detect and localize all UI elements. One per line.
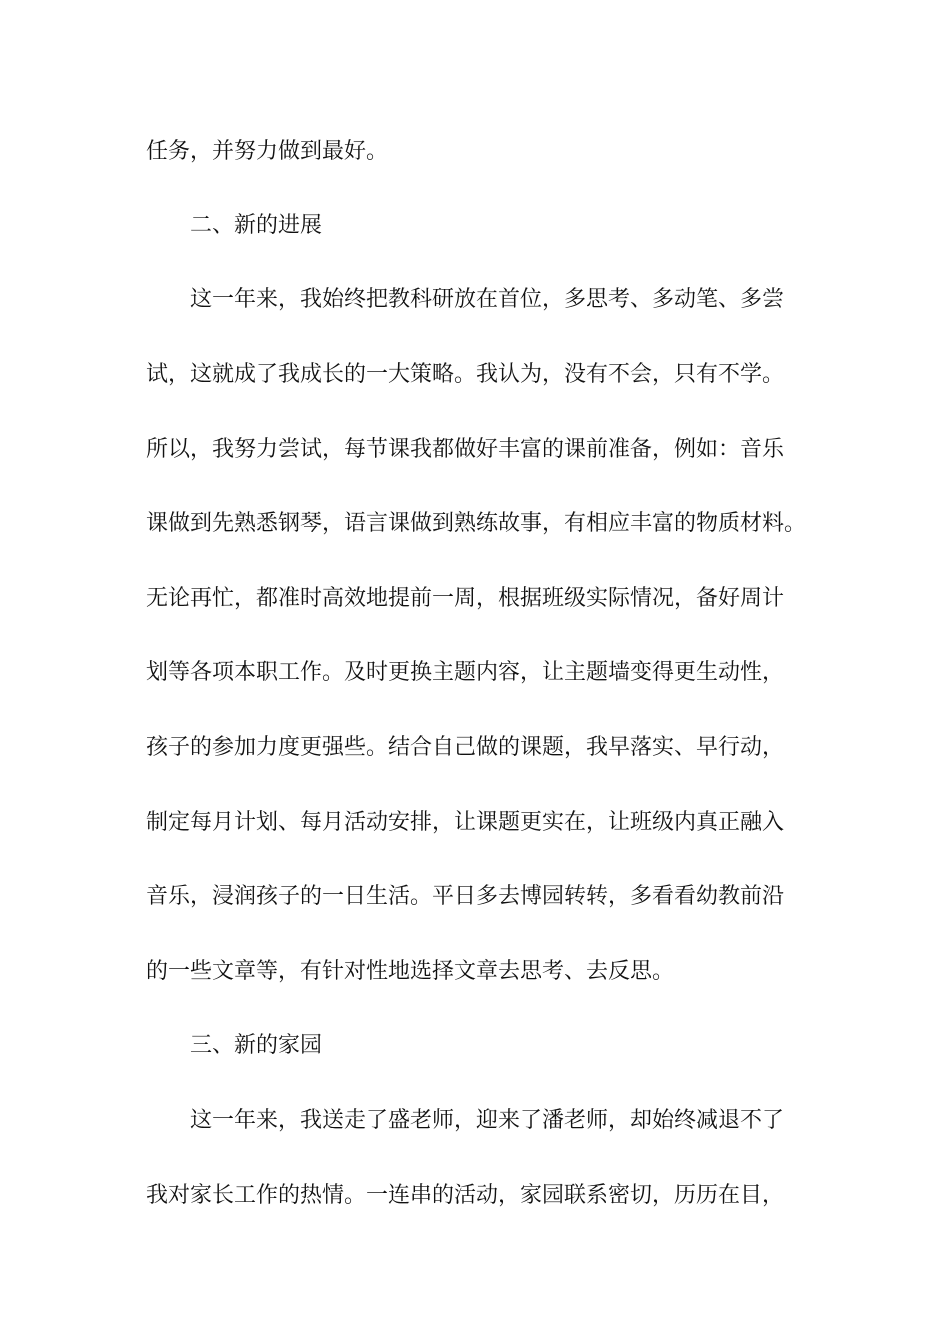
text-line-3: 这一年来，我始终把教科研放在首位，多思考、多动笔、多尝 xyxy=(190,287,785,312)
text-line-14: 这一年来，我送走了盛老师，迎来了潘老师，却始终减退不了 xyxy=(190,1108,785,1133)
text-line-11: 音乐，浸润孩子的一日生活。平日多去博园转转，多看看幼教前沿 xyxy=(146,884,785,909)
text-line-6: 课做到先熟悉钢琴，语言课做到熟练故事，有相应丰富的物质材料。 xyxy=(146,511,807,536)
text-line-10: 制定每月计划、每月活动安排，让课题更实在，让班级内真正融入 xyxy=(146,810,785,835)
text-line-12: 的一些文章等，有针对性地选择文章去思考、去反思。 xyxy=(146,959,675,984)
text-line-1: 任务，并努力做到最好。 xyxy=(146,139,389,164)
section-heading-progress: 二、新的进展 xyxy=(190,213,323,238)
text-line-4: 试，这就成了我成长的一大策略。我认为，没有不会，只有不学。 xyxy=(146,362,785,387)
text-line-8: 划等各项本职工作。及时更换主题内容，让主题墙变得更生动性， xyxy=(146,660,785,685)
text-line-5: 所以，我努力尝试，每节课我都做好丰富的课前准备，例如：音乐 xyxy=(146,437,785,462)
text-line-15: 我对家长工作的热情。一连串的活动，家园联系密切，历历在目， xyxy=(146,1183,785,1208)
section-heading-home-school: 三、新的家园 xyxy=(190,1033,323,1058)
text-line-9: 孩子的参加力度更强些。结合自己做的课题，我早落实、早行动， xyxy=(146,735,785,760)
text-line-7: 无论再忙，都准时高效地提前一周，根据班级实际情况，备好周计 xyxy=(146,586,785,611)
